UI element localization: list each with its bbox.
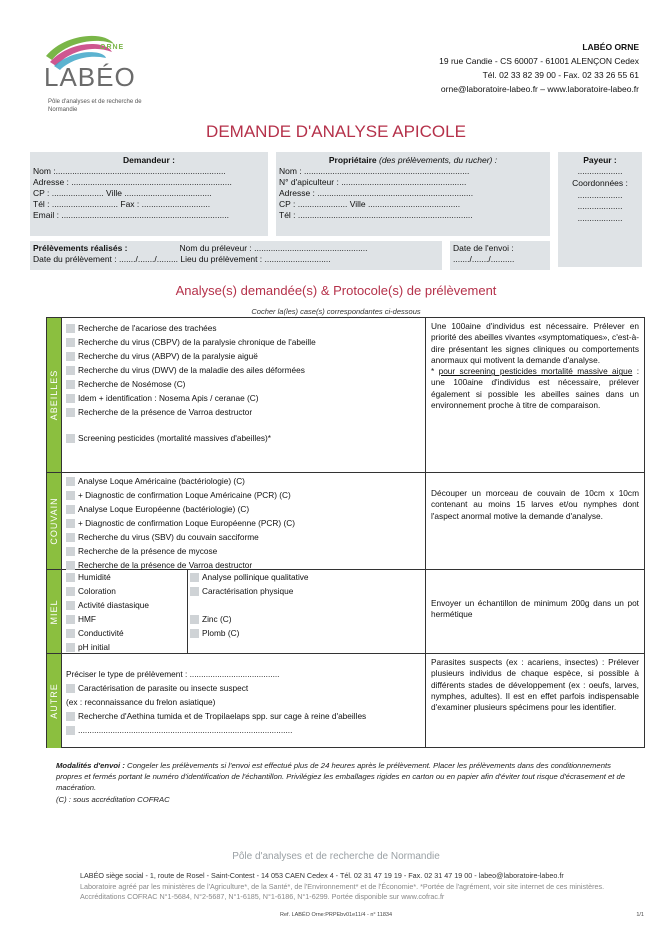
demandeur-nom-field[interactable]: Nom :........................................................................ xyxy=(33,166,226,176)
modalites-text: Congeler les prélèvements si l'envoi est effectué plus de 24 heures après le prélèvement. Placer les prélèvements dans des conditionnements propres et fermés portant le numéro d'identification de l'échantillon. Privilégiez les emballages rigides en carton ou en papier afin d'éviter tout risque d'écrasement et de macération. xyxy=(56,761,626,793)
checkbox[interactable] xyxy=(66,615,75,624)
payeur-name-field[interactable]: ................... xyxy=(577,166,623,176)
miel-option[interactable]: Humidité xyxy=(66,570,149,584)
miel-label: MIEL xyxy=(49,598,59,625)
lab-street: 19 rue Candie - CS 60007 - 61001 ALENÇON Cedex xyxy=(439,56,639,66)
autre-row: AUTRE Préciser le type de prélèvement : ....................................... Caractérisation de parasite ou insecte suspect (ex : reconnaissance du frelon asiatique) Recherche d'Aethina tumida et de Tropilaelaps spp. sur cage à reine d'abeilles ............................................................................................. Parasites suspects (ex : acariens, insectes) : Prélever plusieurs individus de chaque espèce, si possible à différents stades de développement (ex : oeufs, larves, nymphes, adultes). Il est en effet parfois indispensable d'examiner plusieurs spécimens pour les identifier. xyxy=(47,654,644,748)
demandeur-adresse-field[interactable]: Adresse : .................................................................... xyxy=(33,177,232,187)
envoi-label: Date de l'envoi : xyxy=(453,243,514,253)
lieu-prelevement-field[interactable]: Lieu du prélèvement : ............................ xyxy=(180,254,331,264)
checkbox[interactable] xyxy=(66,712,75,721)
envoi-date-field[interactable]: ......./......./.......... xyxy=(453,254,515,264)
couvain-side xyxy=(47,473,61,569)
abeilles-option[interactable]: Recherche de la présence de Varroa destructor xyxy=(66,405,316,419)
checkbox[interactable] xyxy=(66,587,75,596)
checkbox[interactable] xyxy=(190,629,199,638)
couvain-option[interactable]: Analyse Loque Européenne (bactériologie) (C) xyxy=(66,502,295,516)
logo-wordmark: LABÉO xyxy=(44,62,136,92)
lab-web[interactable]: orne@laboratoire-labeo.fr – www.laboratoire-labeo.fr xyxy=(440,84,639,94)
autre-protocol: Parasites suspects (ex : acariens, insectes) : Prélever plusieurs individus de chaque espèce, si possible à différents stades de développement (ex : oeufs, larves, nymphes, adultes). Il est en effet parfois indispensable d'examiner plusieurs spécimens pour les identifier. xyxy=(431,657,639,713)
abeilles-label: ABEILLES xyxy=(49,369,59,421)
miel-option[interactable]: Conductivité xyxy=(66,626,149,640)
checkbox[interactable] xyxy=(66,380,75,389)
checkbox[interactable] xyxy=(66,324,75,333)
miel-option[interactable]: Zinc (C) xyxy=(190,612,309,626)
miel-option[interactable]: Caractérisation physique xyxy=(190,584,309,598)
demandeur-email-field[interactable]: Email : ....................................................................... xyxy=(33,210,230,220)
checkbox[interactable] xyxy=(190,587,199,596)
checkbox[interactable] xyxy=(66,601,75,610)
checkbox[interactable] xyxy=(66,477,75,486)
checkbox[interactable] xyxy=(66,533,75,542)
autre-side xyxy=(47,654,61,748)
footer-pole: Pôle d'analyses et de recherche de Normandie xyxy=(232,851,440,862)
miel-option[interactable]: Coloration xyxy=(66,584,149,598)
footer-cofrac: Accréditations COFRAC N°1-5684, N°2-5687, N°1-6185, N°1-6186, N°1-6299. Portée disponible sur www.cofrac.fr xyxy=(80,892,445,901)
checkbox[interactable] xyxy=(66,505,75,514)
couvain-option[interactable]: + Diagnostic de confirmation Loque Américaine (PCR) (C) xyxy=(66,488,295,502)
checkbox[interactable] xyxy=(66,434,75,443)
checkbox[interactable] xyxy=(66,561,75,570)
payeur-coord-line[interactable]: ................... xyxy=(577,189,623,200)
checkbox[interactable] xyxy=(66,394,75,403)
logo-subtitle: Pôle d'analyses et de recherche de Normandie xyxy=(48,99,142,113)
page-number: 1/1 xyxy=(636,912,644,918)
payeur-coord-line[interactable]: ................... xyxy=(577,201,623,212)
footer-legal xyxy=(80,871,640,903)
proprietaire-cp-ville-field[interactable]: CP : ..................... Ville ....................................... xyxy=(279,199,461,209)
autre-label: AUTRE xyxy=(49,683,59,719)
proprietaire-nom-field[interactable]: Nom : ...................................................................... xyxy=(279,166,470,176)
date-prelevement-field[interactable]: Date du prélèvement : ......./......./......... xyxy=(33,254,179,264)
proprietaire-tel-field[interactable]: Tél : .......................................................................... xyxy=(279,210,473,220)
preleveur-field[interactable]: Nom du préleveur : ................................................ xyxy=(179,243,368,253)
modalites-label: Modalités d'envoi : xyxy=(56,761,125,770)
abeilles-row xyxy=(47,318,644,473)
abeilles-option[interactable]: Recherche de Nosémose (C) xyxy=(66,377,316,391)
proprietaire-box xyxy=(276,152,550,236)
cofrac-note: (C) : sous accréditation COFRAC xyxy=(56,794,170,804)
couvain-option[interactable]: Analyse Loque Américaine (bactériologie) (C) xyxy=(66,474,295,488)
payeur-coordonnees-label: Coordonnées : xyxy=(572,177,628,188)
lab-phone: Tél. 02 33 82 39 00 - Fax. 02 33 26 55 61 xyxy=(482,70,639,80)
checkbox[interactable] xyxy=(66,726,75,735)
checkbox[interactable] xyxy=(66,629,75,638)
checkbox[interactable] xyxy=(66,366,75,375)
prelevements-title: Prélèvements réalisés : xyxy=(33,243,128,253)
abeilles-option[interactable]: Recherche du virus (DWV) de la maladie des ailes déformées xyxy=(66,363,316,377)
abeilles-option[interactable]: Idem + identification : Nosema Apis / ceranae (C) xyxy=(66,391,316,405)
analysis-table xyxy=(46,317,645,748)
checkbox[interactable] xyxy=(66,547,75,556)
proprietaire-adresse-field[interactable]: Adresse : .................................................................. xyxy=(279,188,474,198)
checkbox[interactable] xyxy=(66,352,75,361)
checkbox[interactable] xyxy=(190,615,199,624)
miel-row xyxy=(47,570,644,654)
payeur-box xyxy=(558,152,642,267)
checkbox[interactable] xyxy=(66,408,75,417)
abeilles-option[interactable]: Recherche du virus (CBPV) de la paralysie chronique de l'abeille xyxy=(66,335,316,349)
prelevements-box xyxy=(30,241,442,270)
abeilles-option-pesticides[interactable]: Screening pesticides (mortalité massives d'abeilles)* xyxy=(66,431,316,445)
demandeur-box xyxy=(30,152,268,236)
checkbox[interactable] xyxy=(66,643,75,652)
envoi-box xyxy=(450,241,550,270)
proprietaire-title: Propriétaire xyxy=(328,155,377,165)
couvain-option[interactable]: Recherche de la présence de mycose xyxy=(66,544,295,558)
autre-preciser-field[interactable]: Préciser le type de prélèvement : ....................................... xyxy=(66,669,280,679)
miel-option[interactable]: Analyse pollinique qualitative xyxy=(190,570,309,584)
checkbox[interactable] xyxy=(190,573,199,582)
footer-reference: Ref. LABÉO Orne:PRPEbv01e11/4 - n° 11834 xyxy=(279,912,393,918)
miel-option[interactable]: Activité diastasique xyxy=(66,598,149,612)
couvain-protocol: Découper un morceau de couvain de 10cm x 10cm contenant au moins 15 larves et/ou nymphes dont l'aspect anormal motive la demande d'analyse. xyxy=(431,488,639,521)
payeur-coord-line[interactable]: ................... xyxy=(577,213,623,224)
instruction-text: Cocher la(les) case(s) correspondantes ci-dessous xyxy=(251,307,421,316)
couvain-row xyxy=(47,473,644,570)
miel-option[interactable]: HMF xyxy=(66,612,149,626)
couvain-option[interactable]: Recherche du virus (SBV) du couvain sacciforme xyxy=(66,530,295,544)
checkbox[interactable] xyxy=(66,338,75,347)
couvain-option[interactable]: Recherche de la présence de Varroa destructor xyxy=(66,558,295,572)
miel-option[interactable]: Plomb (C) xyxy=(190,626,309,640)
abeilles-option[interactable]: Recherche du virus (ABPV) de la paralysie aiguë xyxy=(66,349,316,363)
couvain-label: COUVAIN xyxy=(49,497,59,545)
footer-agrement: Laboratoire agréé par les ministères de l'Agriculture*, de la Santé*, de l'Environnement* et de l'Économie*. *Portée de l'agrément, voir site internet de ces ministères. xyxy=(80,881,605,891)
lab-address xyxy=(439,40,639,96)
miel-side xyxy=(47,570,61,653)
document-title: DEMANDE D'ANALYSE APICOLE xyxy=(206,122,466,141)
demandeur-tel-fax-field[interactable]: Tél : ............................ Fax : ............................. xyxy=(33,199,211,209)
demandeur-title: Demandeur : xyxy=(123,155,175,165)
miel-protocol: Envoyer un échantillon de minimum 200g dans un pot hermétique xyxy=(431,598,639,620)
section-title: Analyse(s) demandée(s) & Protocole(s) de prélèvement xyxy=(175,283,497,298)
payeur-title: Payeur : xyxy=(583,155,617,165)
checkbox[interactable] xyxy=(66,684,75,693)
abeilles-option[interactable]: Recherche de l'acariose des trachées xyxy=(66,321,316,335)
logo-orne: ORNE xyxy=(100,44,125,51)
autre-option[interactable]: Recherche d'Aethina tumida et de Tropilaelaps spp. sur cage à reine d'abeilles xyxy=(66,709,366,723)
autre-option[interactable]: ............................................................................................. xyxy=(66,723,366,737)
modalites-envoi xyxy=(56,760,636,805)
proprietaire-title-note: (des prélèvements, du rucher) : xyxy=(378,155,498,165)
checkbox[interactable] xyxy=(66,519,75,528)
checkbox[interactable] xyxy=(66,573,75,582)
autre-option[interactable]: Caractérisation de parasite ou insecte suspect xyxy=(66,681,366,695)
proprietaire-apiculteur-field[interactable]: N° d'apiculteur : ..................................................... xyxy=(279,177,467,187)
abeilles-protocol: Une 100aine d'individus est nécessaire. Prélever en priorité des abeilles vivantes «symptomatiques», c'est-à-dire présentant les signes cliniques ou comportements anormaux qui motivent la demande d'analyse. * pour screening pesticides mortalité massive aigue : une 100aine d'individus est nécessaire, prélever également si possible les abeilles saines dans un environnement proche à titre de comparaison. xyxy=(431,321,639,411)
abeilles-side xyxy=(47,318,61,472)
checkbox[interactable] xyxy=(66,491,75,500)
demandeur-cp-ville-field[interactable]: CP : ...................... Ville ..................................... xyxy=(33,188,212,198)
footer-siege: LABÉO siège social - 1, route de Rosel - Saint-Contest - 14 053 CAEN Cedex 4 - Tél. 02 31 47 19 19 - Fax. 02 31 47 19 00 - labeo@laboratoire-labeo.fr xyxy=(80,871,564,880)
couvain-option[interactable]: + Diagnostic de confirmation Loque Européenne (PCR) (C) xyxy=(66,516,295,530)
miel-option[interactable]: pH initial xyxy=(66,640,149,654)
lab-name: LABÉO ORNE xyxy=(582,42,639,52)
